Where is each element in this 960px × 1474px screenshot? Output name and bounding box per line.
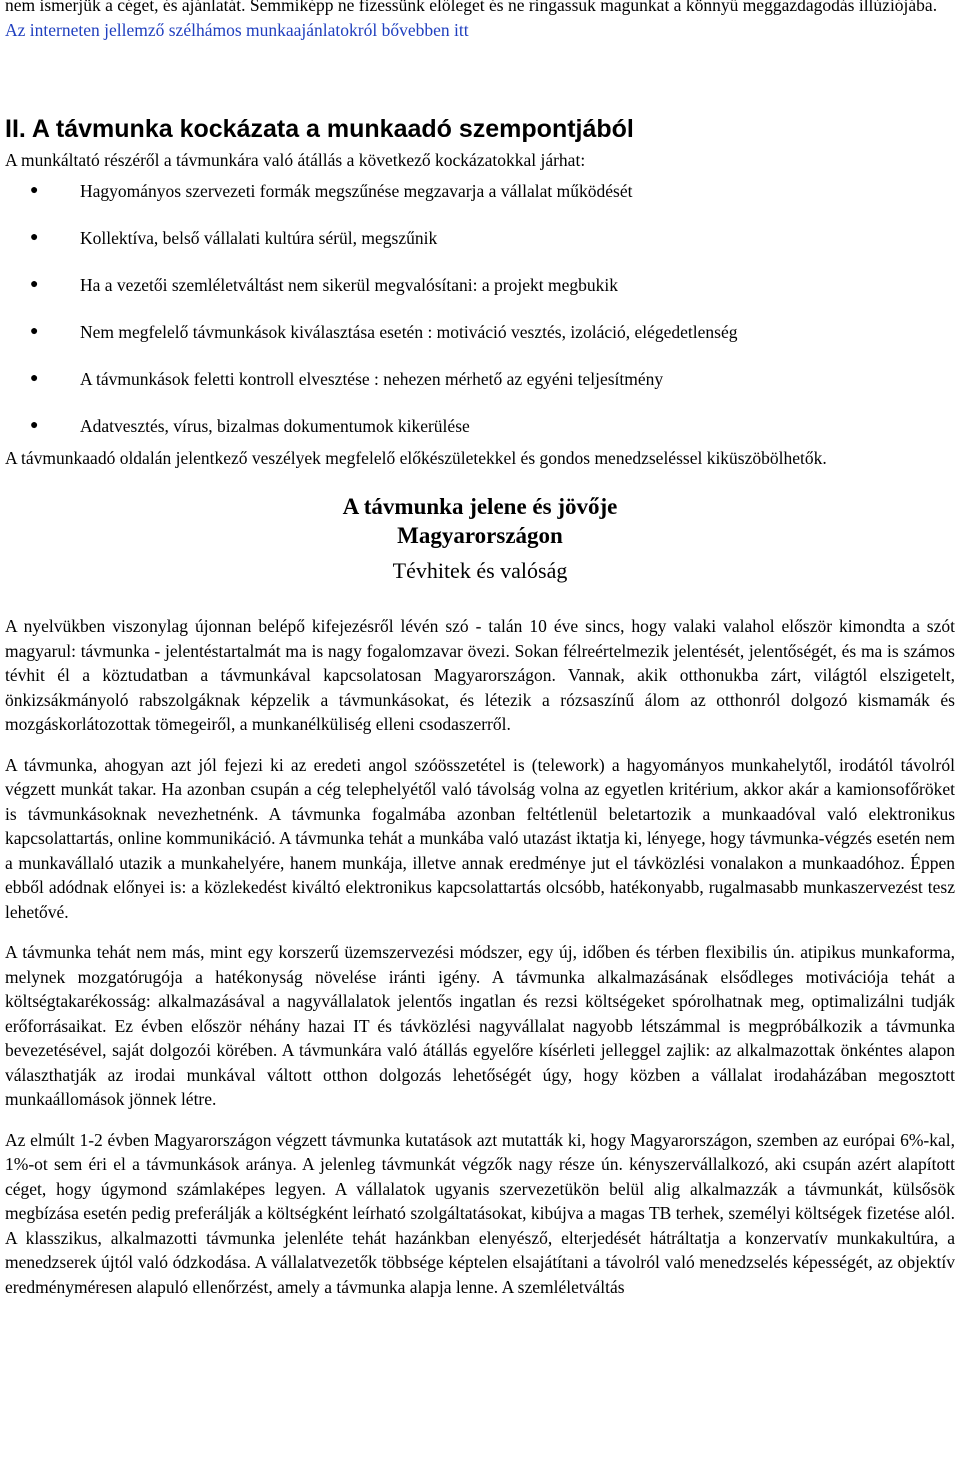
risk-text: Ha a vezetői szemléletváltást nem sikerül megvalósítani: a projekt megbukik [80,274,618,295]
list-item [5,273,955,320]
risk-list [5,179,955,461]
bullet-icon: ● [30,276,39,292]
article-title-line2: Magyarországon [397,523,563,548]
list-item [5,414,955,461]
bullet-icon: ● [30,417,39,433]
section-heading: II. A távmunka kockázata a munkaadó szempontjából [5,115,634,143]
intro-block [5,0,955,42]
list-item [5,179,955,226]
article-paragraph: A nyelvükben viszonylag újonnan belépő kifejezésről lévén szó - talán 10 éve sincs, hogy valaki valahol először kimondta a szót magyarul: távmunka - jelentéstartalmát ma is nagy fogalomzavar övezi. Sokan félreértelmezik jelentését, jelentőségét, és ma is számos tévhit él a köztudatban a távmunkával kapcsolatosan Magyarországon. Vannak, akik otthonukba zárt, világtól elszigetelt, önkizsákmányoló rabszolgáknak képzelik a távmunkásokat, és létezik a rózsaszínű álom az otthonról dolgozó kismamák és mozgáskorlátozottak tömegeiről, a munkanélküliség elleni csodaszerről. [5,616,955,734]
bullet-icon: ● [30,182,39,198]
article-paragraph: A távmunka tehát nem más, mint egy korszerű üzemszervezési módszer, egy új, időben és térben flexibilis ún. atipikus munkaforma, melynek mozgatórugója a hatékonyság növelése iránti igény. A távmunka alkalmazásának elsődleges motivációja tehát a költségtakarékosság: alkalmazásával a nagyvállalatok jelentős ingatlan és rezsi költségeket spórolhatnak meg, optimalizálni tudják erőforrásaikat. Ez évben először néhány hazai IT és távközlési nagyvállalat nagyobb létszámmal is megpróbálkozik a távmunka bevezetésével, saját dolgozói körében. A távmunkára való átállás egyelőre kísérleti jelleggel zajlik: az alkalmazottak önkéntes alapon választhatják az irodai munkával váltott otthon dolgozás lehetőségét úgy, hogy közben a vállalat irodaházában megosztott munkaállomások jönnek létre. [5,942,955,1109]
article-title-line1: A távmunka jelene és jövője [342,494,618,519]
risk-text: Hagyományos szervezeti formák megszűnése megzavarja a vállalat működését [80,180,633,201]
risk-text: Adatvesztés, vírus, bizalmas dokumentumok kikerülése [80,415,470,436]
risk-text: Nem megfelelő távmunkások kiválasztása esetén : motiváció vesztés, izoláció, elégedetlenség [80,321,738,342]
article-subtitle: Tévhitek és valóság [392,558,568,583]
article-body [5,614,955,1299]
list-item [5,320,955,367]
bullet-icon: ● [30,229,39,245]
section-closing: A távmunkaadó oldalán jelentkező veszélyek megfelelő előkészületekkel és gondos menedzseléssel kiküszöbölhetők. [5,447,827,468]
bullet-icon: ● [30,370,39,386]
intro-text: nem ismerjük a céget, és ajánlatát. Semmiképp ne fizessünk előleget és ne ringassuk magunkat a könnyű meggazdagodás illúziójába. [5,0,938,15]
document-page [5,0,955,1299]
scam-info-link[interactable]: Az interneten jellemző szélhámos munkaajánlatokról bővebben itt [5,19,469,40]
list-item [5,226,955,273]
article-title-block [5,492,955,586]
article-paragraph: A távmunka, ahogyan azt jól fejezi ki az eredeti angol szóösszetétel is (telework) a hagyományos munkahelytől, irodától távolról végzett munkát takar. Ha azonban csupán a cég telephelyétől való távolság volna az egyetlen kritérium, akkor akár a kamionsofőröket is távmunkásoknak nevezhetnénk. A távmunka fogalmába azonban feltétlenül beletartozik a munkaadóval való elektronikus kapcsolattartás, online kommunikáció. A távmunka tehát a munkába való utazást iktatja ki, lényege, hogy távmunka-végzés esetén nem a munkavállaló utazik a munkahelyére, hanem munkája, illetve annak eredménye jut el távközlési vonalakon a munkaadóhoz. Éppen ebből adódnak előnyei is: a közlekedést kiváltó elektronikus kapcsolattartás olcsóbb, hatékonyabb, rugalmasabb munkaszervezést tesz lehetővé. [5,754,955,922]
scam-info-line [5,18,955,43]
section-lead: A munkáltató részéről a távmunkára való átállás a következő kockázatokkal járhat: [5,150,586,170]
list-item [5,367,955,414]
risk-text: Kollektíva, belső vállalati kultúra sérül, megszűnik [80,227,438,248]
bullet-icon: ● [30,323,39,339]
article-paragraph: Az elmúlt 1-2 évben Magyarországon végzett távmunka kutatások azt mutatták ki, hogy Magyarországon, szemben az európai 6%-kal, 1%-ot sem éri el a távmunkások aránya. A jelenleg távmunkát végzők nagy része ún. kényszervállalkozó, aki csupán azért alapított céget, hogy úgymond számlaképes legyen. A vállalatok ugyanis szervezetükön belül alig alkalmazzák a távmunkát, külsősök megbízása esetén pedig preferálják a költségként leírható szolgáltatásokat, kibújva a magas TB terhek, személyi költségek fizetése alól. A klasszikus, alkalmazotti távmunka jelenléte tehát hazánkban elenyésző, elterjedését hátráltatja a konzervatív munkakultúra, a menedzserek újtól való ódzkodása. A vállalatvezetők többsége képtelen elsajátítani a távolról való menedzselés képességét, az objektív eredményméresen alapuló ellenőrzést, amely a távmunka alapja lenne. A szemléletváltás [5,1129,955,1297]
risk-text: A távmunkások feletti kontroll elvesztése : nehezen mérhető az egyéni teljesítmény [80,368,664,389]
